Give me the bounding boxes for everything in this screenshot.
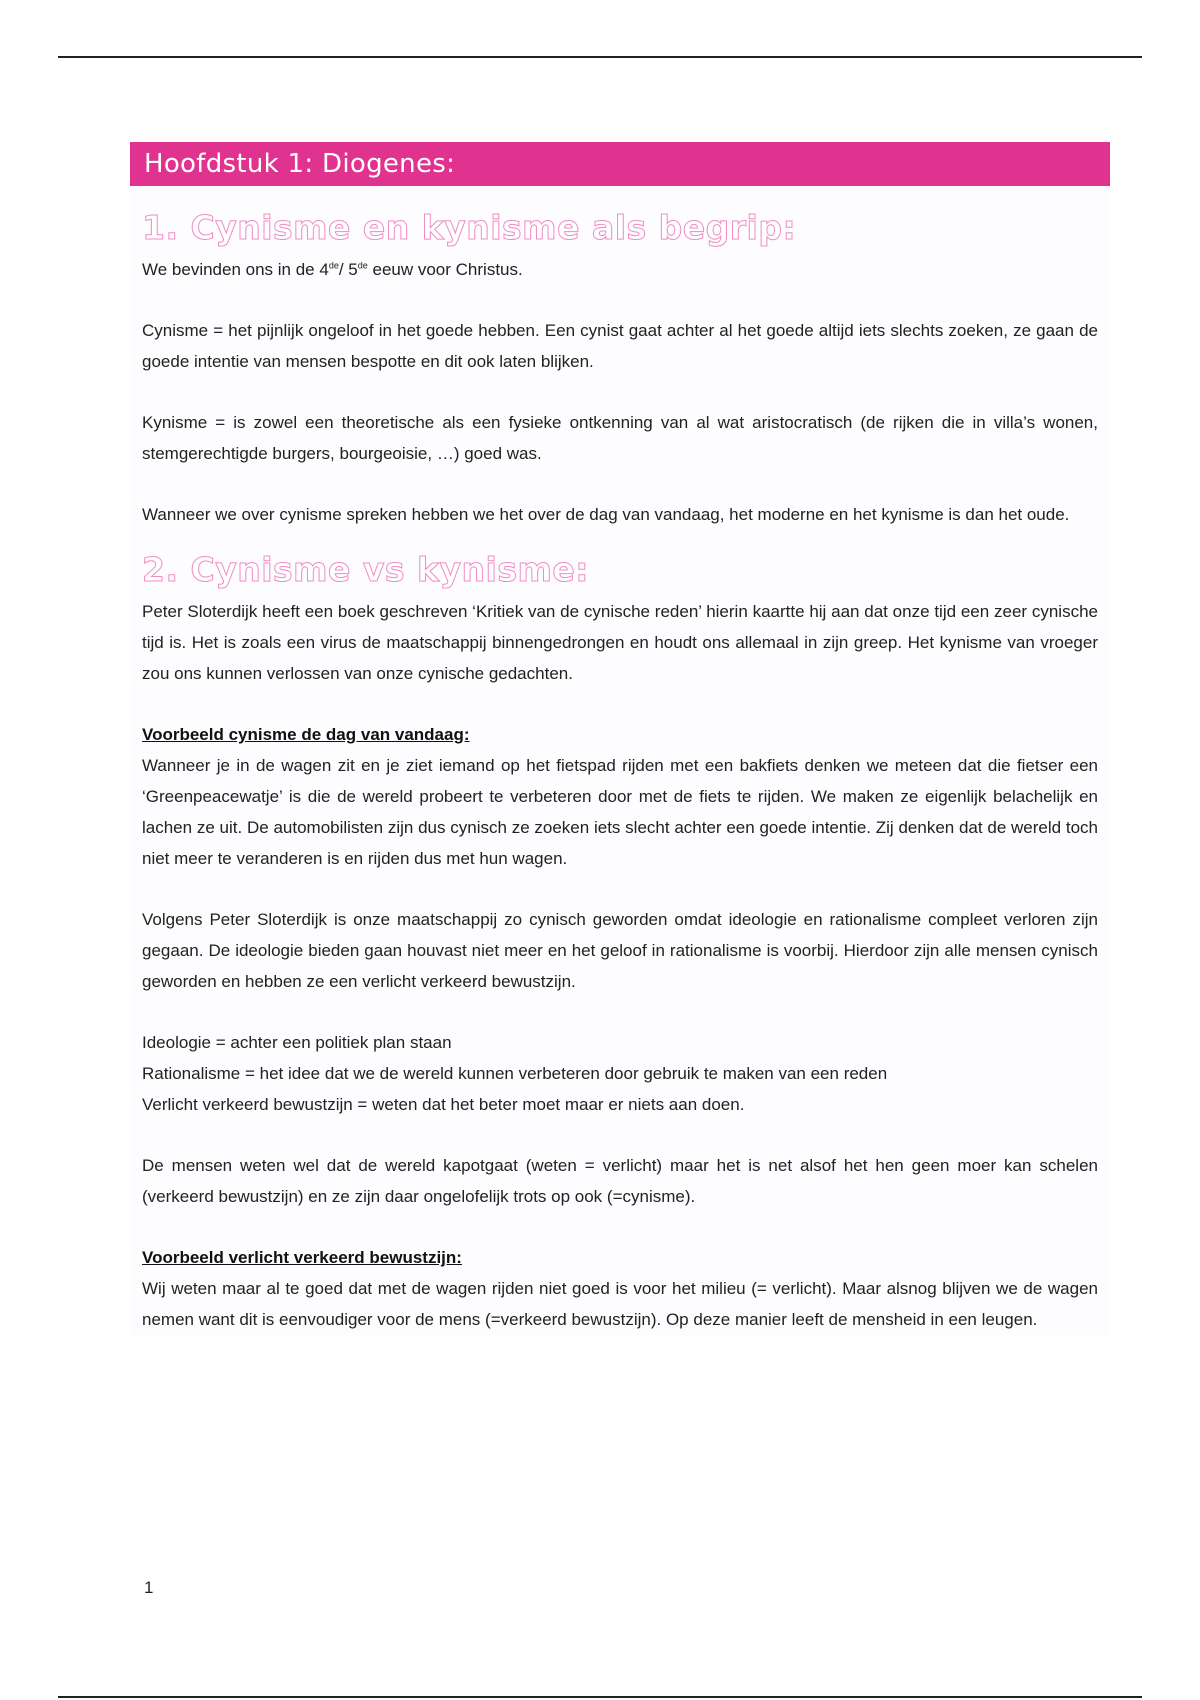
intro-sup-1: de: [328, 260, 339, 271]
header-rule: [58, 56, 1142, 58]
intro-text-post: eeuw voor Christus.: [367, 260, 523, 279]
cynisme-definition: Cynisme = het pijnlijk ongeloof in het goede hebben. Een cynist gaat achter al het goede altijd iets slechts zoeken, ze gaan de goede intentie van mensen bespotte en dit ook laten blijken.: [142, 321, 1098, 371]
page-number: 1: [144, 1578, 154, 1597]
example-awareness-paragraph: Wij weten maar al te goed dat met de wagen rijden niet goed is voor het milieu (= verlicht). Maar alsnog blijven we de wagen nemen want dit is eenvoudiger voor de mens (=verkeerd bewustzijn). Op deze manier leeft de mensheid in een leugen.: [142, 1279, 1098, 1329]
intro-text-mid: / 5: [338, 260, 358, 279]
intro-text-pre: We bevinden ons in de 4: [142, 260, 329, 279]
definition-ideologie: Ideologie = achter een politiek plan staan: [142, 1033, 452, 1052]
comparison-paragraph: Wanneer we over cynisme spreken hebben we het over de dag van vandaag, het moderne en het kynisme is dan het oude.: [142, 505, 1070, 524]
example-cynism-paragraph: Wanneer je in de wagen zit en je ziet iemand op het fietspad rijden met een bakfiets denken we meteen dat die fietser een ‘Greenpeacewatje’ is die de wereld probeert te verbeteren door met de fiets te rijden. We maken ze eigenlijk belachelijk en lachen ze uit. De automobilisten zijn dus cynisch ze zoeken iets slecht achter een goede intentie. Zij denken dat de wereld toch niet meer te veranderen is en rijden dus met hun wagen.: [142, 756, 1098, 868]
document-page: [130, 142, 1110, 1335]
intro-paragraph: [142, 254, 1098, 285]
definition-verlicht: Verlicht verkeerd bewustzijn = weten dat het beter moet maar er niets aan doen.: [142, 1095, 745, 1114]
section-1-title: 1. Cynisme en kynisme als begrip:: [142, 208, 797, 247]
section-2-title: 2. Cynisme vs kynisme:: [142, 550, 589, 589]
definition-rationalisme: Rationalisme = het idee dat we de wereld kunnen verbeteren door gebruik te maken van een reden: [142, 1064, 888, 1083]
footer-rule: [58, 1696, 1142, 1698]
intro-sup-2: de: [357, 260, 368, 271]
people-paragraph: De mensen weten wel dat de wereld kapotgaat (weten = verlicht) maar het is net alsof het hen geen moer kan schelen (verkeerd bewustzijn) en ze zijn daar ongelofelijk trots op ook (=cynisme).: [142, 1156, 1098, 1206]
example-cynism-heading: Voorbeeld cynisme de dag van vandaag:: [142, 725, 470, 744]
example-awareness-heading: Voorbeeld verlicht verkeerd bewustzijn:: [142, 1248, 462, 1267]
document-body: [130, 208, 1110, 1335]
chapter-heading: Hoofdstuk 1: Diogenes:: [130, 142, 1110, 186]
kynisme-definition: Kynisme = is zowel een theoretische als een fysieke ontkenning van al wat aristocratisch (de rijken die in villa’s wonen, stemgerechtigde burgers, bourgeoisie, …) goed was.: [142, 413, 1098, 463]
society-paragraph: Volgens Peter Sloterdijk is onze maatschappij zo cynisch geworden omdat ideologie en rationalisme compleet verloren zijn gegaan. De ideologie bieden gaan houvast niet meer en het geloof in rationalisme is voorbij. Hierdoor zijn alle mensen cynisch geworden en hebben ze een verlicht verkeerd bewustzijn.: [142, 910, 1098, 991]
sloterdijk-paragraph: Peter Sloterdijk heeft een boek geschreven ‘Kritiek van de cynische reden’ hierin kaartte hij aan dat onze tijd een zeer cynische tijd is. Het is zoals een virus de maatschappij binnengedrongen en houdt ons allemaal in zijn greep. Het kynisme van vroeger zou ons kunnen verlossen van onze cynische gedachten.: [142, 602, 1098, 683]
